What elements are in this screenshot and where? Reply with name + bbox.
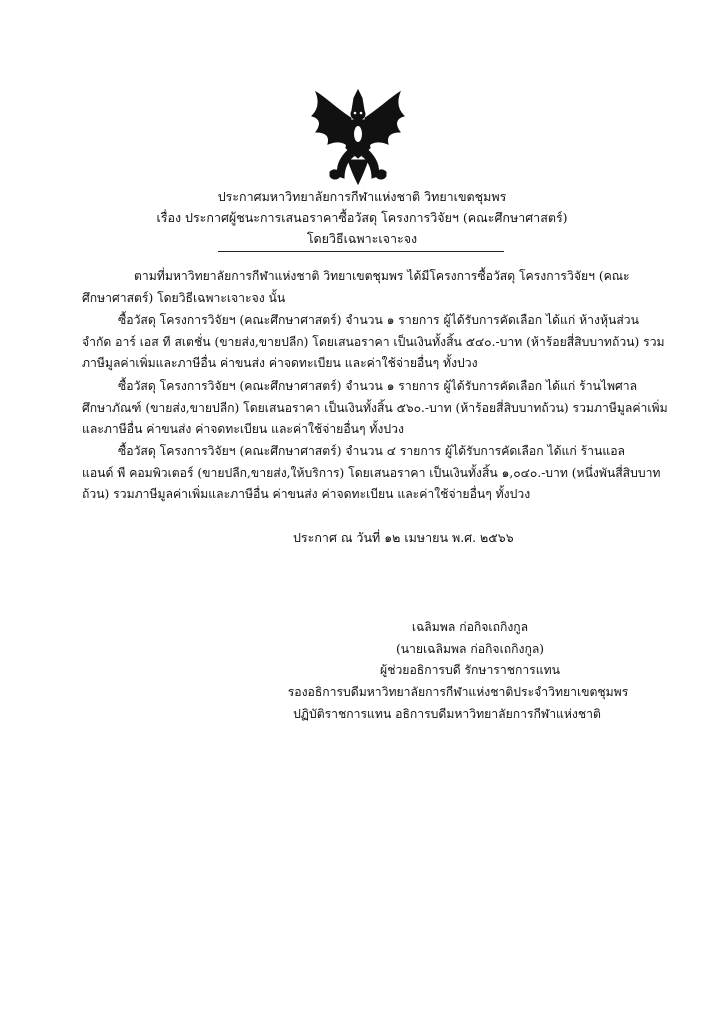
signatory-full-name: (นายเฉลิมพล ก่อกิจเถกิงกูล) — [395, 641, 545, 656]
paragraph-award-2 — [82, 376, 668, 441]
announcement-date: ประกาศ ณ วันที่ ๑๒ เมษายน พ.ศ. ๒๕๖๖ — [293, 530, 514, 545]
header-divider — [218, 251, 504, 252]
paragraph-intro — [82, 266, 648, 309]
paragraph-line: ซื้อวัสดุ โครงการวิจัยฯ (คณะศึกษาศาสตร์) จำนวน ๔ รายการ ผู้ได้รับการคัดเลือก ได้แก่ ร้านแอล — [118, 444, 625, 458]
paragraph-line: ถ้วน) รวมภาษีมูลค่าเพิ่มและภาษีอื่น ค่าขนส่ง ค่าจดทะเบียน และค่าใช้จ่ายอื่นๆ ทั้งปวง — [82, 487, 531, 501]
signatory-title-2: รองอธิการบดีมหาวิทยาลัยการกีฬาแห่งชาติประจำวิทยาเขตชุมพร — [287, 685, 629, 699]
paragraph-line: ศึกษาศาสตร์) โดยวิธีเฉพาะเจาะจง นั้น — [82, 290, 286, 305]
paragraph-line: ตามที่มหาวิทยาลัยการกีฬาแห่งชาติ วิทยาเขตชุมพร ได้มีโครงการซื้อวัสดุ โครงการวิจัยฯ (คณะ — [134, 269, 630, 283]
signatory-title-1: ผู้ช่วยอธิการบดี รักษาราชการแทน — [380, 663, 560, 677]
paragraph-award-1 — [82, 310, 665, 375]
announcement-heading: ประกาศมหาวิทยาลัยการกีฬาแห่งชาติ วิทยาเขตชุมพร — [217, 189, 507, 204]
signatory-name: เฉลิมพล ก่อกิจเถกิงกูล — [411, 620, 529, 634]
signatory-title-3: ปฏิบัติราชการแทน อธิการบดีมหาวิทยาลัยการกีฬาแห่งชาติ — [293, 706, 601, 721]
paragraph-line: ภาษีมูลค่าเพิ่มและภาษีอื่น ค่าขนส่ง ค่าจดทะเบียน และค่าใช้จ่ายอื่นๆ ทั้งปวง — [82, 356, 478, 370]
paragraph-award-3 — [82, 441, 661, 506]
paragraph-line: แอนด์ พี คอมพิวเตอร์ (ขายปลีก,ขายส่ง,ให้บริการ) โดยเสนอราคา เป็นเงินทั้งสิ้น ๑,๐๔๐.-บาท (หนึ่งพันสี่สิบบาท — [82, 465, 661, 480]
procurement-method: โดยวิธีเฉพาะเจาะจง — [306, 231, 418, 246]
paragraph-line: และภาษีอื่น ค่าขนส่ง ค่าจดทะเบียน และค่าใช้จ่ายอื่นๆ ทั้งปวง — [82, 422, 404, 436]
paragraph-line: จำกัด อาร์ เอส ที สเตชั่น (ขายส่ง,ขายปลีก) โดยเสนอราคา เป็นเงินทั้งสิ้น ๕๔๐.-บาท (ห้าร้อยสี่สิบบาทถ้วน) รวม — [82, 334, 665, 349]
paragraph-line: ซื้อวัสดุ โครงการวิจัยฯ (คณะศึกษาศาสตร์) จำนวน ๑ รายการ ผู้ได้รับการคัดเลือก ได้แก่ ห้างหุ้นส่วน — [118, 313, 639, 327]
announcement-subject: เรื่อง ประกาศผู้ชนะการเสนอราคาซื้อวัสดุ โครงการวิจัยฯ (คณะศึกษาศาสตร์) — [156, 210, 568, 225]
garuda-emblem — [308, 88, 408, 186]
signature-titles — [0, 682, 724, 725]
signature-block — [108, 617, 724, 682]
paragraph-line: ศึกษาภัณฑ์ (ขายส่ง,ขายปลีก) โดยเสนอราคา เป็นเงินทั้งสิ้น ๕๖๐.-บาท (ห้าร้อยสี่สิบบาทถ้วน) รวมภาษีมูลค่าเพิ่ม — [82, 400, 668, 415]
paragraph-line: ซื้อวัสดุ โครงการวิจัยฯ (คณะศึกษาศาสตร์) จำนวน ๑ รายการ ผู้ได้รับการคัดเลือก ได้แก่ ร้านไพศาล — [118, 379, 638, 393]
